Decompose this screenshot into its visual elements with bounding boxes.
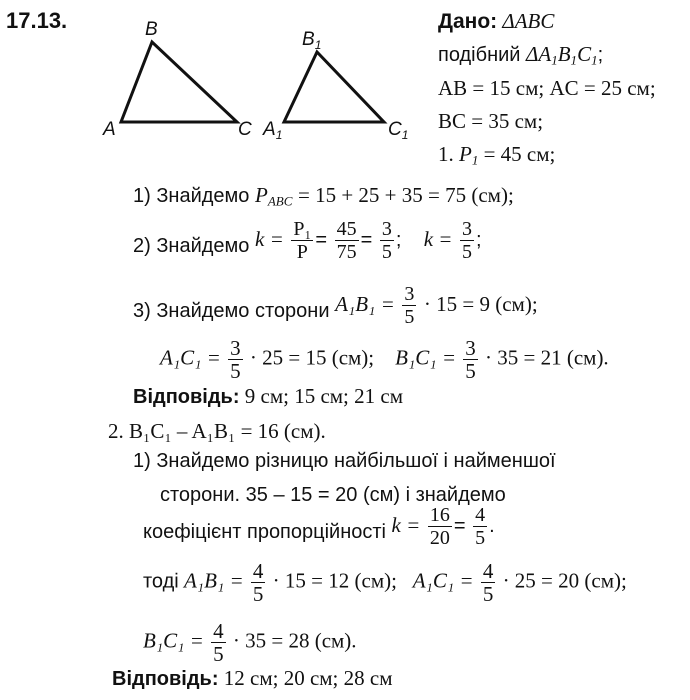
fraction-16-20 [428, 504, 452, 549]
fraction-p1-p [291, 218, 313, 263]
fraction-4-5 [481, 560, 496, 605]
frac-den: 5 [230, 359, 241, 383]
side-a1b1-lhs: A₁B₁ = [335, 291, 395, 316]
frac-den: 5 [252, 582, 264, 606]
k-eq-3: k = [391, 512, 421, 537]
answer-value: 9 см; 15 см; 21 см [244, 384, 403, 408]
case1-step3 [133, 283, 538, 328]
problem-number: 17.13. [6, 8, 68, 33]
triangle2-prefix: ΔA [526, 42, 552, 66]
frac-den: 5 [475, 527, 486, 549]
frac-num: P₁ [293, 218, 312, 240]
case2-coef-line: коефіцієнт пропорційності k = $\frac{16}{20}$ = $\frac{4}{5}$ . [143, 504, 495, 549]
frac-num: 3 [381, 218, 392, 240]
case1-answer [133, 383, 403, 410]
case1-prefix: 1. [438, 142, 454, 166]
answer-label: Відповідь: [112, 668, 219, 690]
frac-num: 16 [429, 504, 450, 526]
side-a1b1-rest: · 15 = 9 (см); [423, 291, 538, 316]
given-line-1 [438, 8, 554, 35]
frac-num: 3 [462, 218, 473, 240]
given-triangle-abc: ΔABC [502, 9, 555, 33]
fraction-4-5 [251, 560, 266, 605]
side-a1c1-lhs: A₁C₁ = [160, 345, 221, 370]
case2-header: 2. B₁C₁ – A₁B₁ = 16 (см). [108, 419, 326, 443]
answer-value: 12 см; 20 см; 28 см [223, 666, 393, 690]
frac-den: 75 [336, 241, 357, 263]
vertex-b-label: B [145, 19, 158, 40]
side-a1c1-rest: · 25 = 15 (см); [249, 345, 375, 370]
case2-answer [112, 665, 393, 692]
fraction-4-5 [211, 620, 226, 665]
vertex-a1-label: $A_1$ [263, 119, 283, 140]
vertex-b1-label: $B_1$ [302, 29, 322, 52]
fraction-3-5 [380, 218, 394, 263]
side-a1b1-rest: · 15 = 12 (см); [272, 568, 397, 593]
triangle-figures [0, 0, 420, 140]
frac-num: 45 [336, 218, 357, 240]
case2-b1c1-line [143, 620, 357, 665]
fraction-3-5 [228, 337, 243, 382]
todi-word: тоді [143, 570, 179, 593]
coef-label: коефіцієнт пропорційності [143, 520, 386, 543]
fraction-4-5 [473, 504, 487, 549]
case1-p: P [459, 142, 472, 166]
given-line-3: AB = 15 см; AC = 25 см; [438, 76, 656, 100]
fraction-3-5 [402, 283, 416, 328]
fraction-3-5 [463, 337, 478, 382]
side-b1c1-lhs: B₁C₁ = [143, 628, 204, 653]
case1-step2-label: 2) Знайдемо [133, 234, 250, 257]
vertex-a-label: A [103, 119, 116, 140]
case1-p-value: = 45 см; [483, 142, 556, 166]
given-line-5: 1. $P_1 = 45$ см; [438, 142, 556, 168]
k-eq-1: k = [255, 226, 284, 251]
frac-den: 5 [381, 241, 392, 263]
frac-den: 5 [482, 582, 494, 606]
vertex-c-label: C [238, 119, 252, 140]
side-b1c1-rest: · 35 = 21 (см). [485, 345, 609, 370]
fraction-45-75 [335, 218, 359, 263]
case1-step1-label: 1) Знайдемо [133, 185, 250, 207]
frac-num: 3 [465, 336, 476, 360]
perimeter-sub: ABC [267, 193, 293, 209]
given-label: Дано: [438, 10, 498, 33]
case2-step1-line2: сторони. 35 – 15 = 20 (см) і знайдемо [160, 484, 506, 506]
frac-num: 4 [252, 559, 264, 583]
case2-step1-line1: 1) Знайдемо різницю найбільшої і найменшої [133, 450, 556, 472]
side-b1c1-lhs: B₁C₁ = [395, 345, 456, 370]
side-a1c1-rest: · 25 = 20 (см); [502, 568, 627, 593]
triangle-a1b1c1 [284, 52, 384, 122]
frac-den: P [296, 241, 308, 263]
case1-step1 [133, 182, 514, 209]
perimeter-symbol: P [255, 183, 268, 207]
frac-num: 4 [475, 504, 486, 526]
side-b1c1-rest: · 35 = 28 (см). [232, 628, 357, 653]
frac-den: 20 [429, 527, 450, 549]
case1-step1-calc: = 15 + 25 + 35 = 75 (см); [297, 183, 514, 207]
case1-step3-label: 3) Знайдемо сторони [133, 299, 330, 322]
k-eq-2: k = [423, 226, 453, 251]
fraction-k-3-5 [460, 218, 474, 263]
given-line-2: подібний $\Delta A_1B_1C_1$; [438, 42, 604, 68]
case1-step2: 2) Знайдемо k = $\frac{\text{P₁}}{P}$ = $\frac{45}{75}$ = $\frac{3}{5}$ ; k = $\frac{3}{5}$ ; [133, 218, 482, 263]
vertex-c1-label: $C_1$ [388, 119, 409, 140]
case2-sides-line [143, 560, 627, 605]
frac-num: 4 [482, 559, 494, 583]
triangle-abc [121, 42, 237, 122]
frac-den: 5 [213, 642, 224, 666]
case1-sides-line [160, 337, 609, 382]
frac-den: 5 [404, 306, 415, 328]
frac-num: 3 [404, 283, 415, 305]
side-a1b1-lhs: A₁B₁ = [183, 568, 244, 593]
frac-num: 3 [230, 336, 241, 360]
frac-den: 5 [465, 359, 476, 383]
frac-num: 4 [213, 619, 224, 643]
given-line-4: BC = 35 см; [438, 109, 544, 133]
answer-label: Відповідь: [133, 386, 240, 408]
similar-word: подібний [438, 44, 521, 66]
frac-den: 5 [462, 241, 473, 263]
side-a1c1-lhs: A₁C₁ = [412, 568, 474, 593]
